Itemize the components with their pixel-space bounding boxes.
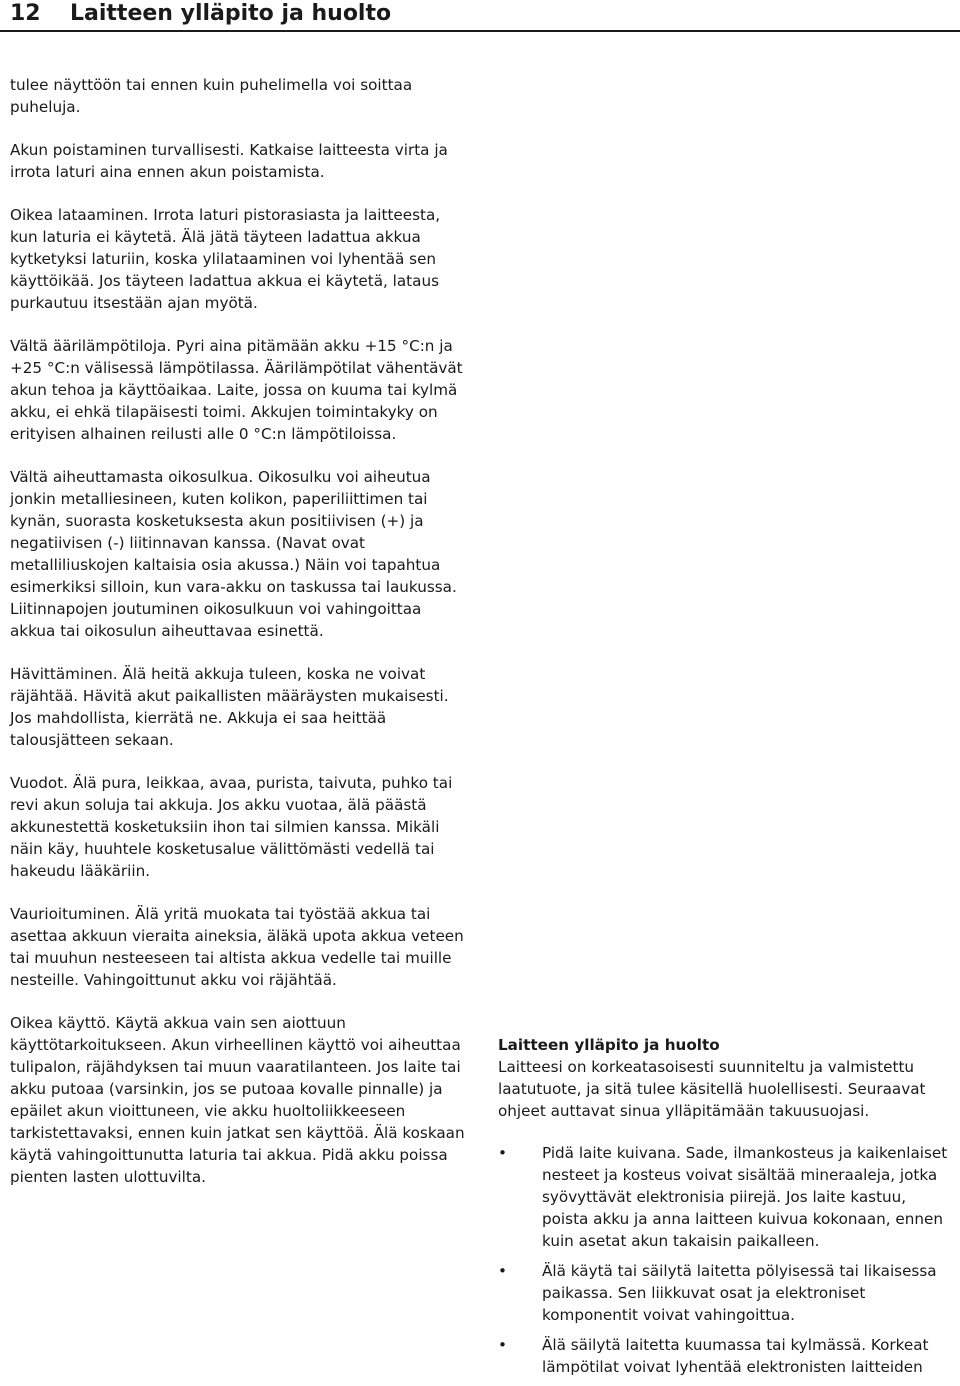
list-item — [498, 1260, 954, 1326]
page-title: Laitteen ylläpito ja huolto — [70, 1, 392, 26]
paragraph-short-circuit: Vältä aiheuttamasta oikosulkua. Oikosulku voi aiheutua jonkin metalliesineen, kuten kolikon, paperiliittimen tai kynän, suorasta kosketuksesta akun positiivisen (+) ja negatiivisen (-) liitinnavan kanssa. (Navat ovat metalliliuskojen kaltaisia osia akussa.) Näin voi tapahtua esimerkiksi silloin, kun vara-akku on taskussa tai laukussa. Liitinnapojen joutuminen oikosulkuun voi vahingoittaa akkua tai oikosulun aiheuttavaa esinettä. — [10, 468, 457, 640]
paragraph-disposal: Hävittäminen. Älä heitä akkuja tuleen, koska ne voivat räjähtää. Hävitä akut paikallisten määräysten mukaisesti. Jos mahdollista, kierrätä ne. Akkuja ei saa heittää talousjätteen sekaan. — [10, 665, 449, 749]
paragraph-temperature: Vältä äärilämpötiloja. Pyri aina pitämään akku +15 °C:n ja +25 °C:n välisessä lämpötilassa. Äärilämpötilat vähentävät akun tehoa ja käyttöaikaa. Laite, jossa on kuuma tai kylmä akku, ei ehkä tilapäisesti toimi. Akkujen toimintakyky on erityisen alhainen reilusti alle 0 °C:n lämpötiloissa. — [10, 337, 463, 443]
list-item-text: Pidä laite kuivana. Sade, ilmankosteus ja kaikenlaiset nesteet ja kosteus voivat sisältää mineraaleja, jotka syövyttävät elektronisia piirejä. Jos laite kastuu, poista akku ja anna laitteen kuivua kokonaan, ennen kuin asetat akun takaisin paikalleen. — [542, 1144, 948, 1250]
paragraph-charging: Oikea lataaminen. Irrota laturi pistorasiasta ja laitteesta, kun laturia ei käytetä. Älä jätä täyteen ladattua akkua kytketyksi laturiin, koska ylilataaminen voi lyhentää sen käyttöikää. Jos täyteen ladattua akkua ei käytetä, lataus purkautuu itsestään ajan myötä. — [10, 206, 441, 312]
right-column — [498, 1034, 954, 1386]
paragraph-continuation: tulee näyttöön tai ennen kuin puhelimella voi soittaa puheluja. — [10, 76, 413, 116]
paragraph-battery-removal: Akun poistaminen turvallisesti. Katkaise laitteesta virta ja irrota laturi aina ennen akun poistamista. — [10, 141, 448, 181]
paragraph-leaks: Vuodot. Älä pura, leikkaa, avaa, purista, taivuta, puhko tai revi akun soluja tai akkuja. Jos akku vuotaa, älä päästä akkunestettä kosketuksiin ihon tai silmien kanssa. Mikäli näin käy, huuhtele kosketusalue välittömästi vedellä tai hakeudu lääkäriin. — [10, 774, 453, 880]
bullet-icon: • — [498, 1144, 507, 1162]
bullet-icon: • — [498, 1336, 507, 1354]
section-title: Laitteen ylläpito ja huolto — [498, 1036, 720, 1054]
list-item-text: Älä säilytä laitetta kuumassa tai kylmässä. Korkeat lämpötilat voivat lyhentää elektronisten laitteiden — [542, 1336, 929, 1376]
list-item — [498, 1142, 954, 1252]
paragraph-damage: Vaurioituminen. Älä yritä muokata tai työstää akkua tai asettaa akkuun vieraita aineksia, äläkä upota akkua veteen tai muuhun nesteeseen tai altista akkua vedelle tai muille nesteille. Vahingoittunut akku voi räjähtää. — [10, 905, 464, 989]
page-number: 12 — [10, 1, 41, 26]
paragraph-correct-use: Oikea käyttö. Käytä akkua vain sen aiottuun käyttötarkoitukseen. Akun virheellinen käyttö voi aiheuttaa tulipalon, räjähdyksen tai muun vaaratilanteen. Jos laite tai akku putoaa (varsinkin, jos se putoaa kovalle pinnalle) ja epäilet akun vioittuneen, vie akku huoltoliikkeeseen tarkistettavaksi, ennen kuin jatkat sen käyttöä. Älä koskaan käytä vahingoittunutta laturia tai akkua. Pidä akku poissa pienten lasten ulottuvilta. — [10, 1014, 465, 1186]
header-rule — [0, 30, 960, 32]
bullet-icon: • — [498, 1262, 507, 1280]
list-item-text: Älä käytä tai säilytä laitetta pölyisessä tai likaisessa paikassa. Sen liikkuvat osat ja elektroniset komponentit voivat vahingoittua. — [542, 1262, 937, 1324]
left-column — [10, 74, 468, 1209]
care-list — [498, 1142, 954, 1378]
page-header — [0, 0, 960, 32]
section-intro: Laitteesi on korkeatasoisesti suunniteltu ja valmistettu laatutuote, ja sitä tulee käsitellä huolellisesti. Seuraavat ohjeet auttavat sinua ylläpitämään takuusuojasi. — [498, 1058, 926, 1120]
list-item — [498, 1334, 954, 1378]
